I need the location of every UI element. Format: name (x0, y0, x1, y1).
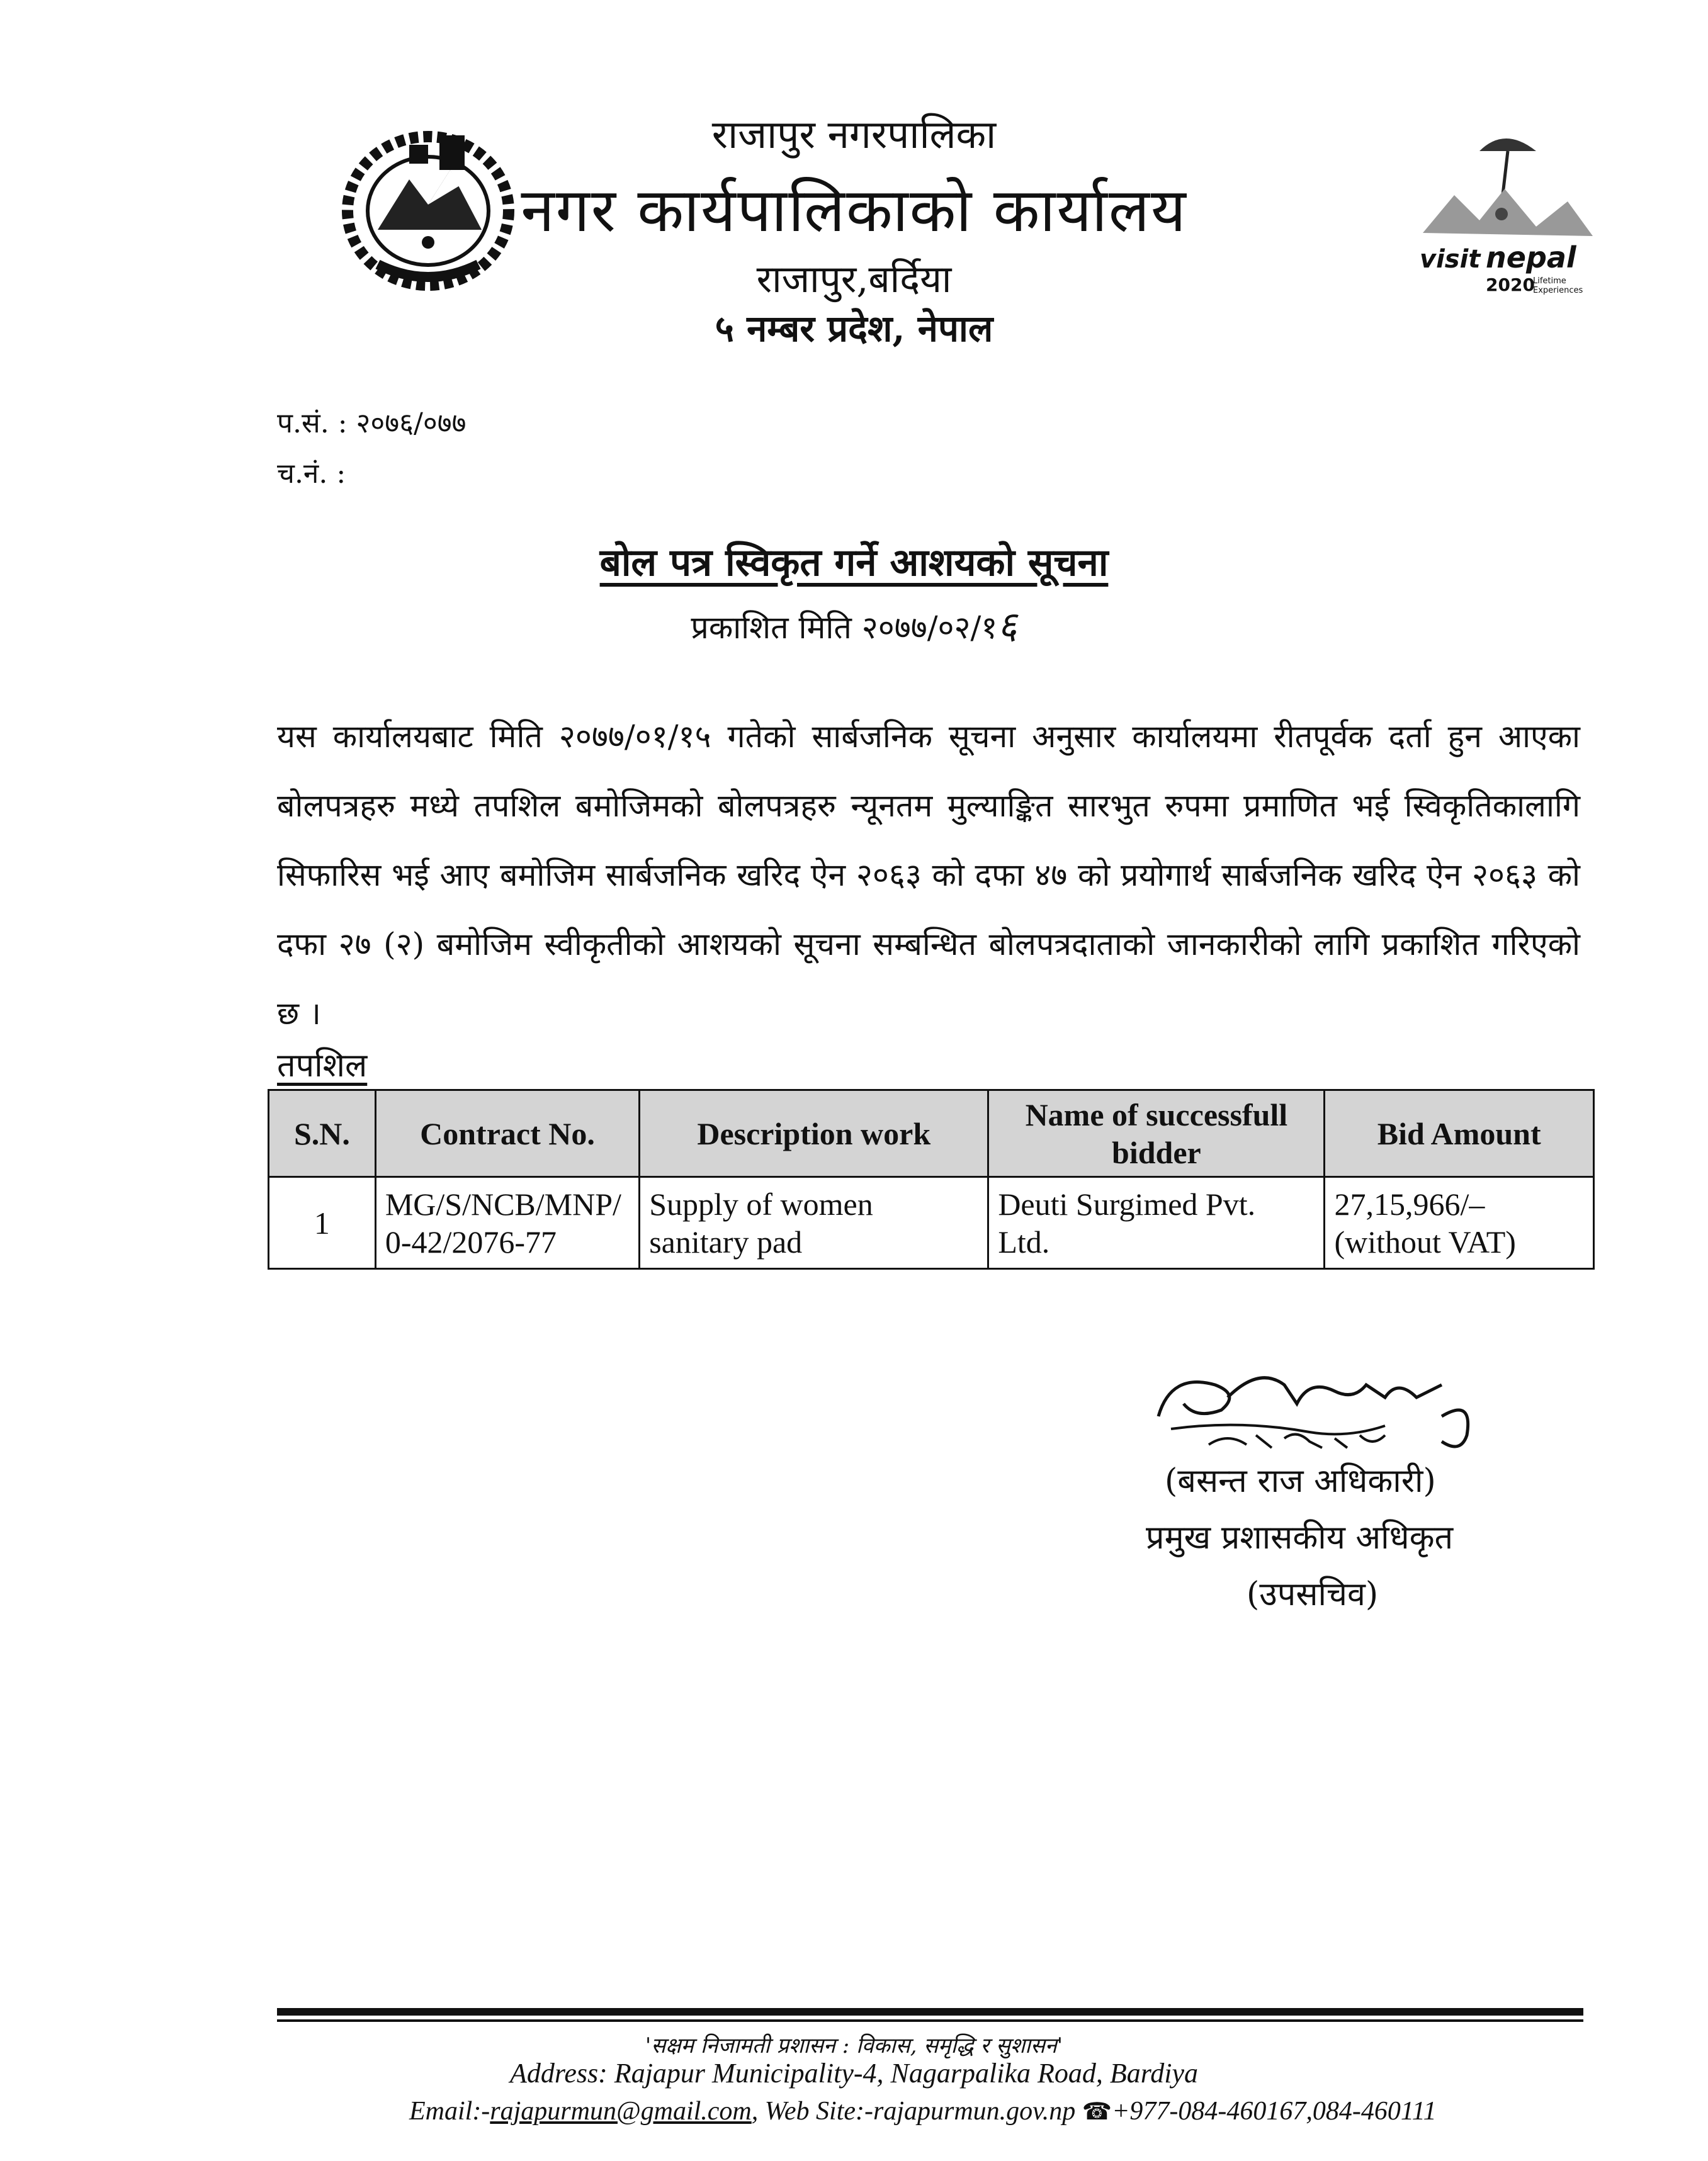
schedule-label: तपशिल (277, 1047, 368, 1085)
notice-body-paragraph: यस कार्यालयबाट मिति २०७७/०१/१५ गतेको सार्बजनिक सूचना अनुसार कार्यालयमा रीतपूर्वक दर्ता हुन आएका बोलपत्रहरु मध्ये तपशिल बमोजिमको बोलपत्रहरु न्यूनतम मुल्याङ्कित सारभुत रुपमा प्रमाणित भई स्विकृतिकालागि सिफारिस भई आए बमोजिम सार्बजनिक खरिद ऐन २०६३ को दफा ४७ को प्रयोगार्थ सार्बजनिक खरिद ऐन २०६३ को दफा २७ (२) बमोजिम स्वीकृतीको आशयको सूचना सम्बन्धित बोलपत्रदाताको जानकारीको लागि प्रकाशित गरिएको छ । (277, 718, 1580, 1032)
svg-text:Lifetime: Lifetime (1533, 276, 1566, 286)
table-header-row (269, 1090, 1594, 1177)
header-sn: S.N. (269, 1090, 376, 1177)
publication-date-text: प्रकाशित मिति २०७७/०२/१ (691, 609, 998, 646)
header-contract-no: Contract No. (375, 1090, 639, 1177)
table-row (269, 1177, 1594, 1269)
email-label: Email:- (409, 2097, 490, 2126)
email-link[interactable]: rajapurmun@gmail.com (490, 2097, 752, 2126)
office-location: राजापुर,बर्दिया (756, 257, 952, 302)
footer-contact (409, 2096, 1437, 2126)
letter-reference-number: प.सं. : २०७६/०७७ (277, 407, 467, 439)
header-bid-amount: Bid Amount (1325, 1090, 1594, 1177)
header-description: Description work (640, 1090, 988, 1177)
footer-motto: 'सक्षम निजामती प्रशासन : विकास, समृद्धि र सुशासन' (645, 2033, 1063, 2058)
svg-text:visit: visit (1420, 245, 1481, 274)
cell-contract-no: MG/S/NCB/MNP/0-42/2076-77 (375, 1177, 639, 1269)
handwritten-signature (1146, 1360, 1498, 1467)
footer-divider-thick (277, 2008, 1583, 2016)
dispatch-number: च.नं. : (277, 458, 346, 490)
notice-title-text: बोल पत्र स्विकृत गर्ने आशयको सूचना (599, 541, 1109, 585)
website-text: , Web Site:-rajapurmun.gov.np (751, 2097, 1076, 2126)
cell-sn: 1 (269, 1177, 376, 1269)
cell-description: Supply of women sanitary pad (640, 1177, 988, 1269)
signatory-name: (बसन्त राज अधिकारी) (1165, 1462, 1436, 1500)
publication-date-handwritten-digit: ६ (997, 604, 1017, 648)
publication-date (0, 598, 1708, 650)
province-country: ५ नम्बर प्रदेश, नेपाल (715, 307, 993, 350)
office-name: नगर कार्यपालिकाको कार्यालय (521, 175, 1187, 245)
notice-title (0, 535, 1708, 587)
signatory-rank: (उपसचिव) (1247, 1576, 1379, 1613)
footer-divider-thin (277, 2019, 1583, 2022)
signatory-title: प्रमुख प्रशासकीय अधिकृत (1146, 1519, 1454, 1557)
cell-bidder: Deuti Surgimed Pvt. Ltd. (988, 1177, 1325, 1269)
header-bidder: Name of successfull bidder (988, 1090, 1325, 1177)
svg-text:Experiences: Experiences (1533, 286, 1583, 295)
svg-text:nepal: nepal (1486, 240, 1576, 274)
cell-bid-amount: 27,15,966/– (without VAT) (1325, 1177, 1594, 1269)
phone-icon: ☎ (1082, 2099, 1112, 2125)
phone-numbers: +977-084-460167,084-460111 (1112, 2097, 1437, 2126)
svg-text:2020: 2020 (1486, 274, 1535, 295)
bid-table (268, 1089, 1595, 1270)
municipality-name: राजापुर नगरपालिका (711, 111, 997, 157)
footer-address: Address: Rajapur Municipality-4, Nagarpalika Road, Bardiya (510, 2058, 1198, 2089)
